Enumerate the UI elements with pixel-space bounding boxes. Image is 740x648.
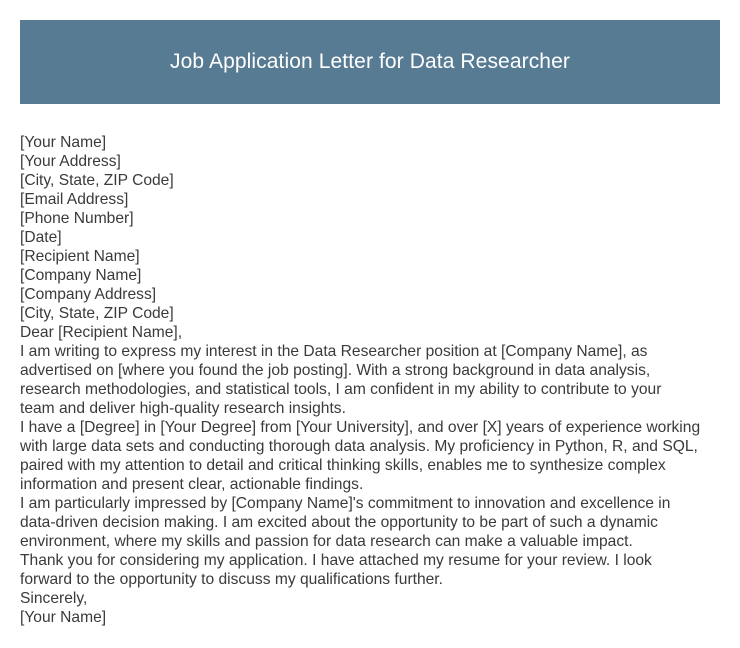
sender-city-state-zip: [City, State, ZIP Code] (20, 172, 174, 189)
recipient-company-address: [Company Address] (20, 286, 157, 303)
recipient-company: [Company Name] (20, 267, 142, 284)
sender-email: [Email Address] (20, 191, 129, 208)
letter-date: [Date] (20, 229, 62, 246)
recipient-name: [Recipient Name] (20, 248, 140, 265)
paragraph-line: information and present clear, actionable findings. (20, 476, 364, 493)
paragraph-line: data-driven decision making. I am excited about the opportunity to be part of such a dynamic (20, 514, 658, 531)
sender-address: [Your Address] (20, 153, 121, 170)
page-title: Job Application Letter for Data Researcher (170, 50, 570, 73)
sender-name: [Your Name] (20, 134, 107, 151)
paragraph-line: I am particularly impressed by [Company Name]'s commitment to innovation and excellence in (20, 495, 671, 512)
sender-phone: [Phone Number] (20, 210, 134, 227)
paragraph-line: forward to the opportunity to discuss my qualifications further. (20, 571, 443, 588)
salutation: Dear [Recipient Name], (20, 324, 183, 341)
paragraph-line: environment, where my skills and passion for data research can make a valuable impact. (20, 533, 633, 550)
letter-body (20, 133, 720, 627)
paragraph-line: I am writing to express my interest in the Data Researcher position at [Company Name], as (20, 343, 648, 360)
paragraph-3 (20, 494, 720, 551)
letter-header (20, 20, 720, 104)
paragraph-line: paired with my attention to detail and critical thinking skills, enables me to synthesize complex (20, 457, 666, 474)
paragraph-line: I have a [Degree] in [Your Degree] from [Your University], and over [X] years of experience working (20, 419, 701, 436)
signature: [Your Name] (20, 609, 107, 626)
paragraph-1 (20, 342, 720, 418)
recipient-city-state-zip: [City, State, ZIP Code] (20, 305, 174, 322)
paragraph-4 (20, 551, 720, 589)
closing: Sincerely, (20, 590, 88, 607)
paragraph-line: team and deliver high-quality research insights. (20, 400, 346, 417)
paragraph-line: research methodologies, and statistical tools, I am confident in my ability to contribute to your (20, 381, 662, 398)
paragraph-line: Thank you for considering my application. I have attached my resume for your review. I look (20, 552, 652, 569)
paragraph-line: advertised on [where you found the job posting]. With a strong background in data analysis, (20, 362, 651, 379)
paragraph-line: with large data sets and conducting thorough data analysis. My proficiency in Python, R, and SQL, (20, 438, 698, 455)
paragraph-2 (20, 418, 720, 494)
